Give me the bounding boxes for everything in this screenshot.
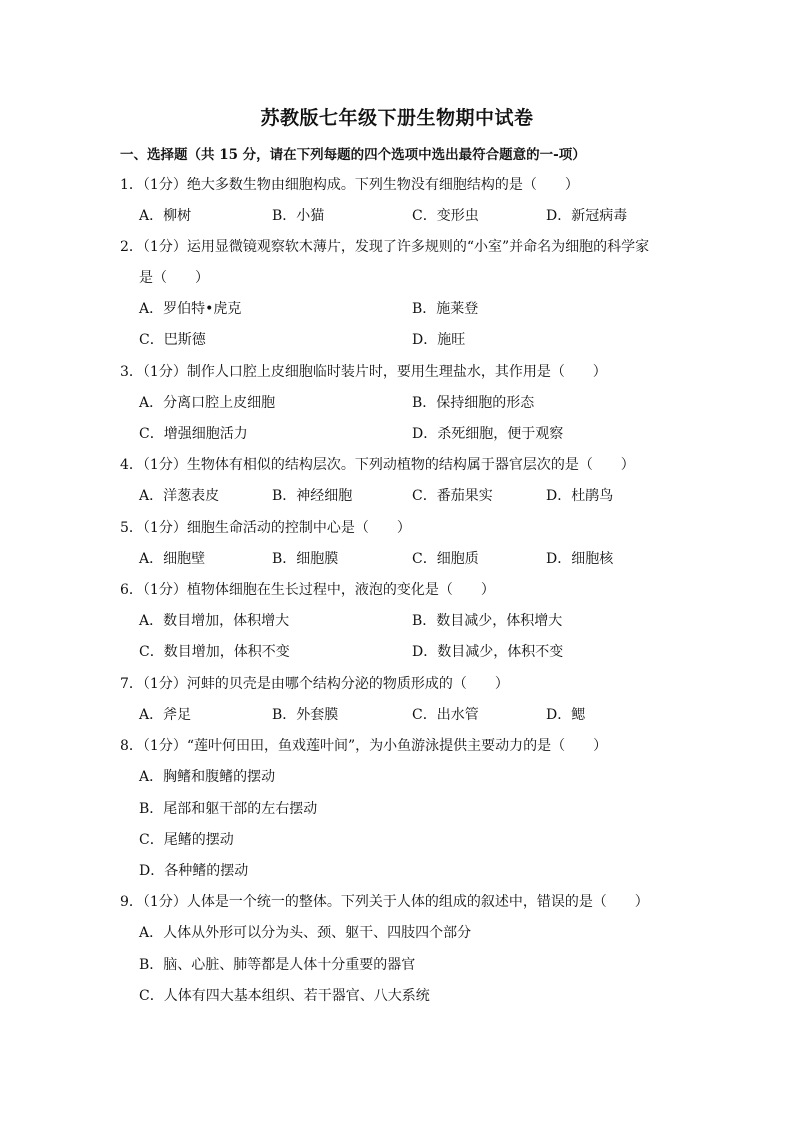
option-d[interactable]: D．杀死细胞，便于观察 (412, 426, 564, 442)
option-b[interactable]: B．小猫 (272, 208, 325, 224)
option-b[interactable]: B．保持细胞的形态 (412, 395, 535, 411)
question-stem: 4．（1分）生物体有相似的结构层次。下列动植物的结构属于器官层次的是（ ） (120, 457, 635, 473)
page-title: 苏教版七年级下册生物期中试卷 (260, 107, 534, 129)
option-c[interactable]: C．变形虫 (412, 208, 479, 224)
section-heading: 一、选择题（共 15 分，请在下列每题的四个选项中选出最符合题意的一-项） (120, 147, 586, 163)
option-b[interactable]: B．脑、心脏、肺等都是人体十分重要的器官 (139, 957, 416, 973)
option-b[interactable]: B．尾部和躯干部的左右摆动 (139, 801, 318, 817)
option-c[interactable]: C．尾鳍的摆动 (139, 832, 234, 848)
option-a[interactable]: A．胸鳍和腹鳍的摆动 (139, 769, 276, 785)
option-c[interactable]: C．番茄果实 (412, 488, 493, 504)
question-stem: 6．（1分）植物体细胞在生长过程中，液泡的变化是（ ） (120, 582, 495, 598)
option-c[interactable]: C．出水管 (412, 707, 479, 723)
option-d[interactable]: D．施旺 (412, 332, 466, 348)
question-stem-continued: 是（ ） (139, 270, 209, 286)
question-stem: 7．（1分）河蚌的贝壳是由哪个结构分泌的物质形成的（ ） (120, 676, 509, 692)
option-a[interactable]: A．斧足 (139, 707, 192, 723)
option-c[interactable]: C．人体有四大基本组织、若干器官、八大系统 (139, 988, 430, 1004)
option-a[interactable]: A．罗伯特•虎克 (139, 301, 242, 317)
option-d[interactable]: D．杜鹃鸟 (546, 488, 614, 504)
option-b[interactable]: B．神经细胞 (272, 488, 353, 504)
option-a[interactable]: A．柳树 (139, 208, 192, 224)
question-stem: 1．（1分）绝大多数生物由细胞构成。下列生物没有细胞结构的是（ ） (120, 177, 579, 193)
option-c[interactable]: C．数目增加，体积不变 (139, 644, 290, 660)
option-b[interactable]: B．外套膜 (272, 707, 339, 723)
option-a[interactable]: A．洋葱表皮 (139, 488, 220, 504)
option-b[interactable]: B．细胞膜 (272, 551, 339, 567)
question-stem: 8．（1分）“莲叶何田田，鱼戏莲叶间”，为小鱼游泳提供主要动力的是（ ） (120, 738, 608, 754)
option-a[interactable]: A．数目增加，体积增大 (139, 613, 290, 629)
option-c[interactable]: C．巴斯德 (139, 332, 206, 348)
option-a[interactable]: A．分离口腔上皮细胞 (139, 395, 276, 411)
question-stem: 9．（1分）人体是一个统一的整体。下列关于人体的组成的叙述中，错误的是（ ） (120, 894, 649, 910)
option-d[interactable]: D．鳃 (546, 707, 586, 723)
option-a[interactable]: A．细胞壁 (139, 551, 206, 567)
question-stem: 5．（1分）细胞生命活动的控制中心是（ ） (120, 520, 411, 536)
option-d[interactable]: D．细胞核 (546, 551, 614, 567)
option-b[interactable]: B．数目减少，体积增大 (412, 613, 563, 629)
option-c[interactable]: C．增强细胞活力 (139, 426, 248, 442)
option-a[interactable]: A．人体从外形可以分为头、颈、躯干、四肢四个部分 (139, 925, 472, 941)
option-d[interactable]: D．新冠病毒 (546, 208, 628, 224)
question-stem: 3．（1分）制作人口腔上皮细胞临时装片时，要用生理盐水，其作用是（ ） (120, 364, 607, 380)
option-d[interactable]: D．各种鳍的摆动 (139, 863, 249, 879)
option-d[interactable]: D．数目减少，体积不变 (412, 644, 564, 660)
question-stem: 2．（1分）运用显微镜观察软木薄片，发现了许多规则的“小室”并命名为细胞的科学家 (120, 239, 650, 255)
option-b[interactable]: B．施莱登 (412, 301, 479, 317)
option-c[interactable]: C．细胞质 (412, 551, 479, 567)
